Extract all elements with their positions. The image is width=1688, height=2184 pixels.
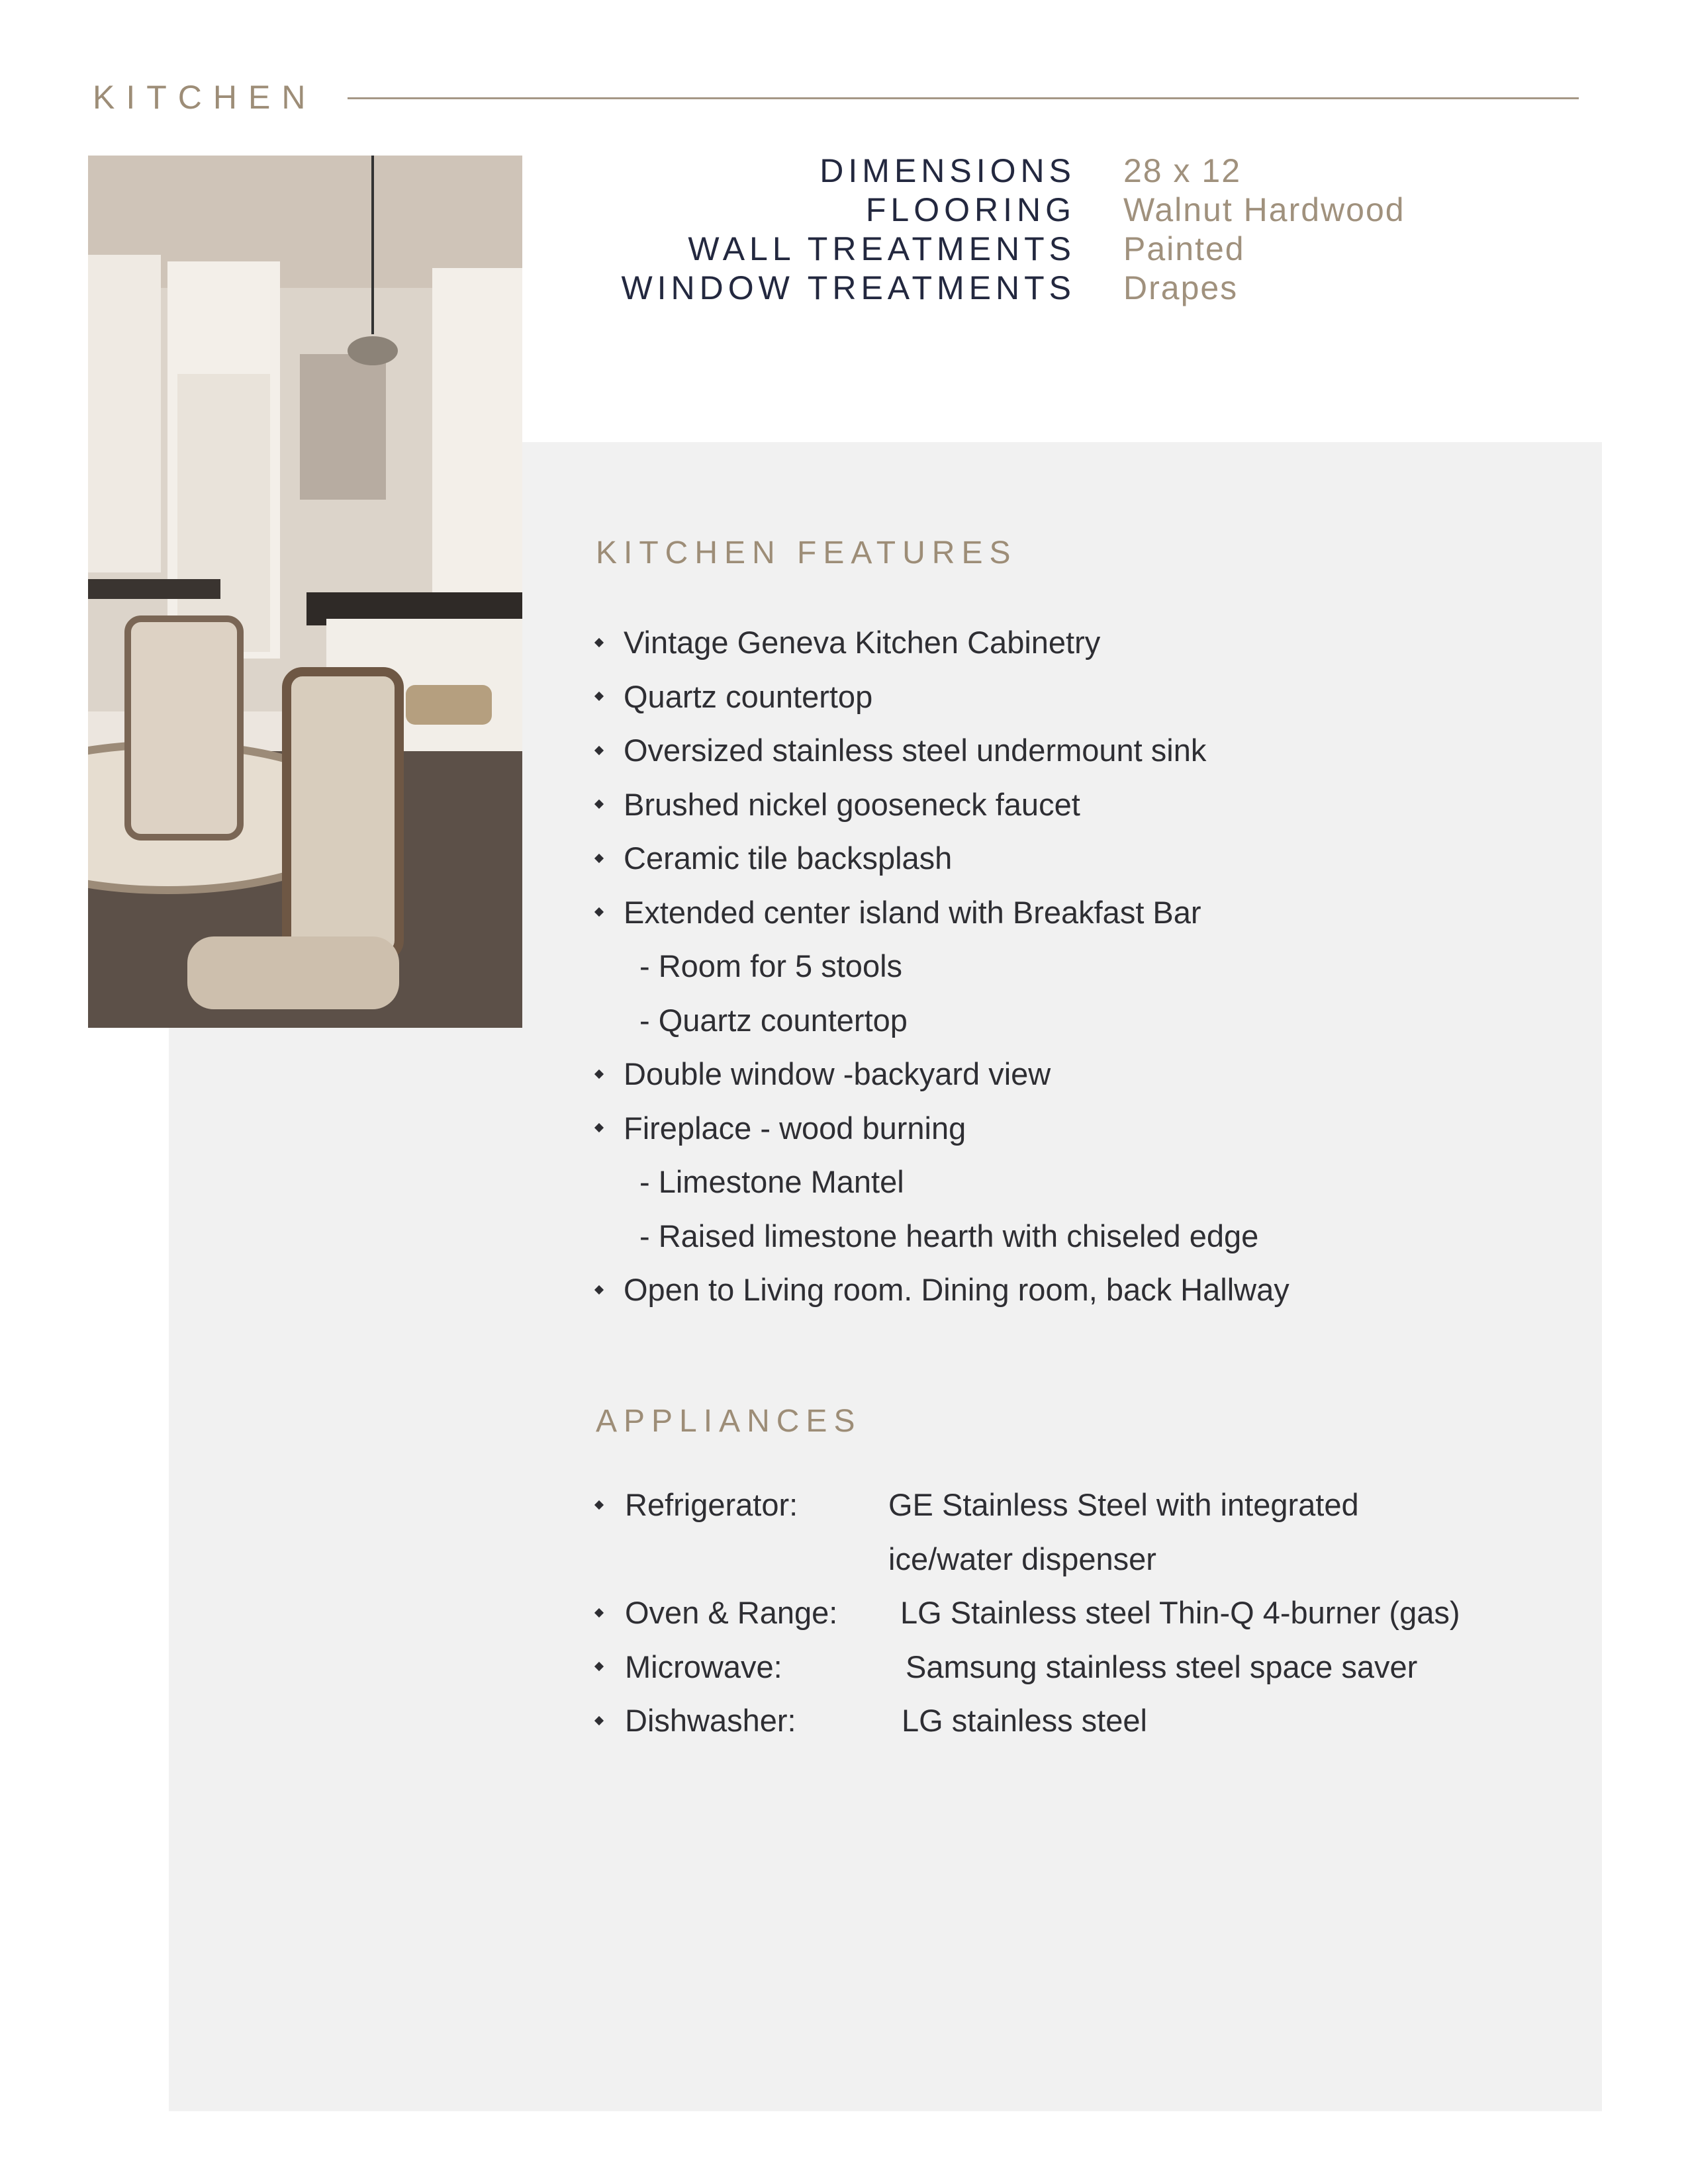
- feature-text: Fireplace - wood burning: [624, 1110, 966, 1146]
- appliance-description: LG stainless steel: [902, 1703, 1147, 1738]
- page-title: KITCHEN: [93, 79, 317, 116]
- spec-label: WALL TREATMENTS: [688, 230, 1076, 267]
- feature-text: Double window -backyard view: [624, 1056, 1051, 1091]
- kitchen-photo-illustration: [88, 156, 522, 1028]
- feature-subtext: - Room for 5 stools: [639, 948, 903, 983]
- spec-row-wall-treatments: [543, 229, 1405, 268]
- spec-row-window-treatments: [543, 268, 1405, 307]
- feature-text: Quartz countertop: [624, 678, 873, 714]
- kitchen-photo: [88, 156, 522, 1028]
- spec-label: WINDOW TREATMENTS: [621, 269, 1076, 306]
- feature-text: Open to Living room. Dining room, back Hallway: [624, 1272, 1289, 1307]
- appliance-name: Refrigerator:: [625, 1487, 798, 1522]
- spec-row-flooring: [543, 190, 1405, 229]
- appliance-description: GE Stainless Steel with integrated: [888, 1487, 1359, 1522]
- feature-text: Extended center island with Breakfast Bar: [624, 894, 1201, 930]
- spec-row-dimensions: [543, 151, 1405, 190]
- title-divider: [348, 97, 1579, 99]
- feature-text: Brushed nickel gooseneck faucet: [624, 786, 1080, 822]
- spec-value: Drapes: [1123, 269, 1239, 306]
- spec-value: 28 x 12: [1123, 152, 1242, 189]
- appliance-name: Oven & Range:: [625, 1595, 838, 1630]
- features-heading: KITCHEN FEATURES: [596, 535, 1017, 570]
- feature-text: Oversized stainless steel undermount sink: [624, 733, 1207, 768]
- appliance-name: Dishwasher:: [625, 1703, 796, 1738]
- appliance-description: Samsung stainless steel space saver: [906, 1649, 1418, 1684]
- feature-text: Ceramic tile backsplash: [624, 841, 953, 876]
- room-specs: [543, 151, 1405, 307]
- feature-subtext: - Raised limestone hearth with chiseled edge: [639, 1218, 1259, 1253]
- appliance-description: LG Stainless steel Thin-Q 4-burner (gas): [900, 1595, 1460, 1630]
- spec-label: DIMENSIONS: [820, 152, 1076, 189]
- feature-subtext: - Quartz countertop: [639, 1002, 908, 1038]
- feature-subtext: - Limestone Mantel: [639, 1164, 904, 1199]
- appliance-name: Microwave:: [625, 1649, 782, 1684]
- appliances-heading: APPLIANCES: [596, 1404, 862, 1439]
- spec-label: FLOORING: [865, 191, 1076, 228]
- spec-value: Walnut Hardwood: [1123, 191, 1405, 228]
- appliance-description-continued: ice/water dispenser: [888, 1541, 1156, 1576]
- spec-value: Painted: [1123, 230, 1245, 267]
- feature-text: Vintage Geneva Kitchen Cabinetry: [624, 625, 1101, 660]
